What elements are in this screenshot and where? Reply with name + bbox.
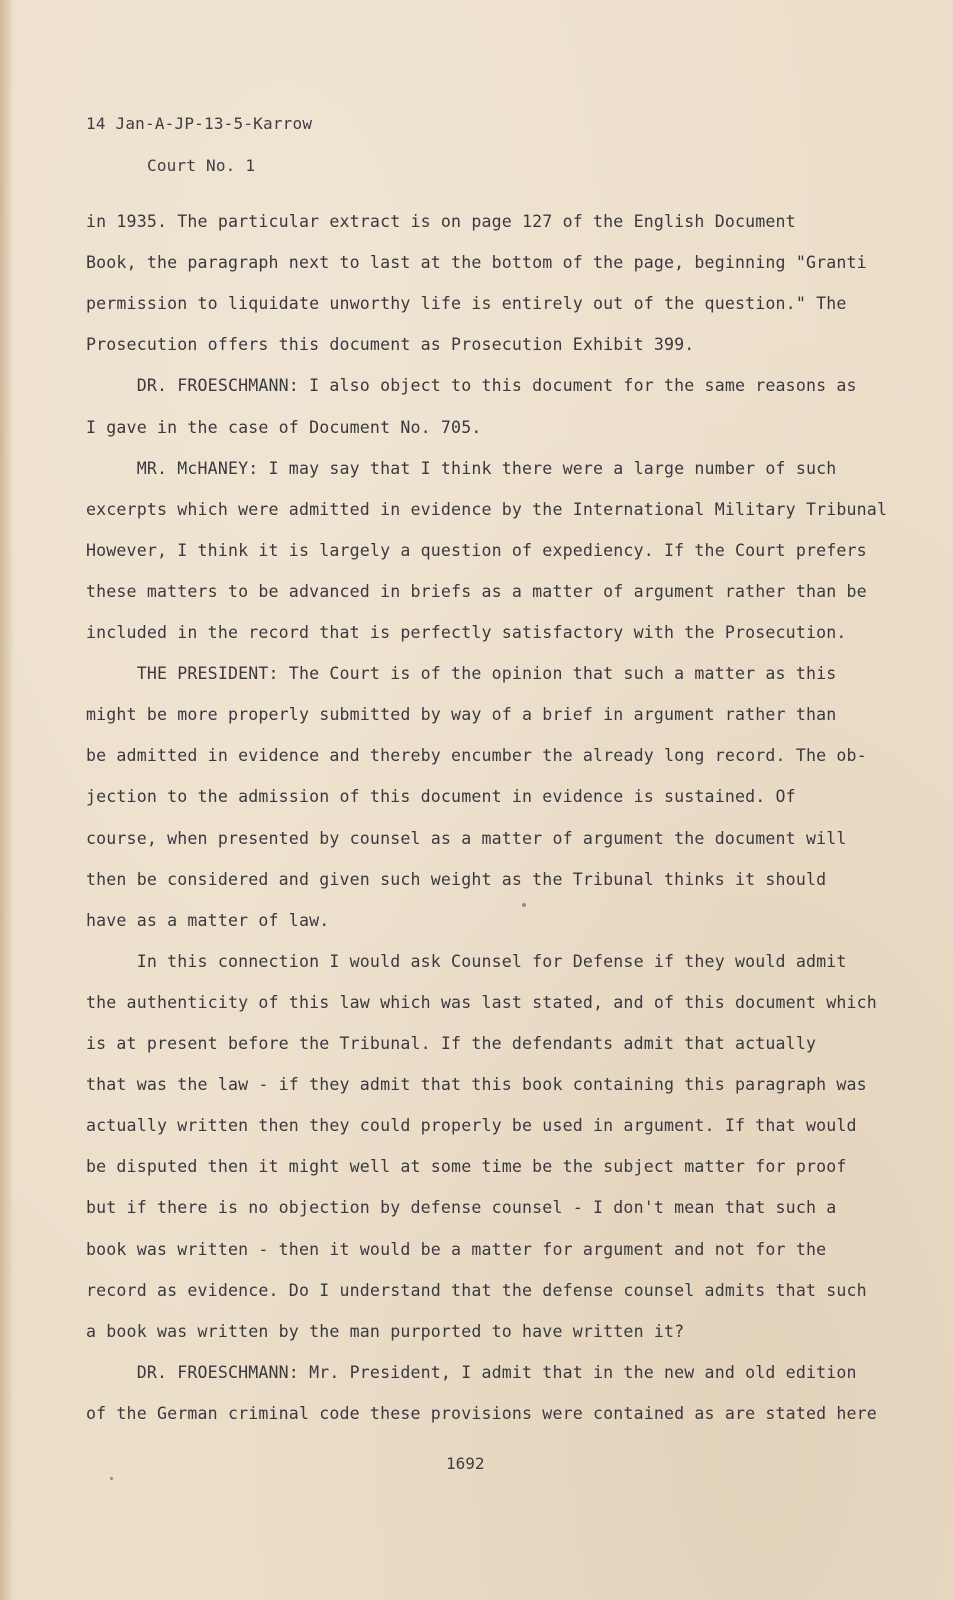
transcript-line: then be considered and given such weight as the Tribunal thinks it should xyxy=(86,869,827,889)
transcript-line: I gave in the case of Document No. 705. xyxy=(86,417,482,437)
transcript-line: the authenticity of this law which was last stated, and of this document which xyxy=(86,992,877,1012)
transcript-line: jection to the admission of this document in evidence is sustained. Of xyxy=(86,787,796,807)
paper-edge xyxy=(0,0,14,1600)
transcript-line: be admitted in evidence and thereby encumber the already long record. The ob- xyxy=(86,746,867,766)
transcript-line: THE PRESIDENT: The Court is of the opinion that such a matter as this xyxy=(86,664,837,684)
transcript-line: Book, the paragraph next to last at the bottom of the page, beginning "Granti xyxy=(86,253,867,273)
transcript-line: book was written - then it would be a matter for argument and not for the xyxy=(86,1239,827,1259)
transcript-line: In this connection I would ask Counsel for Defense if they would admit xyxy=(86,951,847,971)
transcript-line: included in the record that is perfectly satisfactory with the Prosecution. xyxy=(86,623,847,642)
transcript-line: actually written then they could properly be used in argument. If that would xyxy=(86,1116,857,1136)
transcript-line: course, when presented by counsel as a matter of argument the document will xyxy=(86,828,847,848)
transcript-line: Prosecution offers this document as Prosecution Exhibit 399. xyxy=(86,335,695,355)
transcript-line: that was the law - if they admit that this book containing this paragraph was xyxy=(86,1075,867,1095)
paper-speck xyxy=(110,1477,113,1480)
document-id: 14 Jan-A-JP-13-5-Karrow xyxy=(86,114,313,133)
transcript-line: However, I think it is largely a question of expediency. If the Court prefers xyxy=(86,540,867,560)
transcript-line: in 1935. The particular extract is on page 127 of the English Document xyxy=(86,212,796,231)
transcript-line: DR. FROESCHMANN: I also object to this document for the same reasons as xyxy=(86,376,857,396)
transcript-line: a book was written by the man purported to have written it? xyxy=(86,1321,685,1341)
transcript-line: MR. McHANEY: I may say that I think there were a large number of such xyxy=(86,458,837,478)
transcript-line: might be more properly submitted by way of a brief in argument rather than xyxy=(86,705,837,725)
court-number: Court No. 1 xyxy=(147,156,256,175)
transcript-line: these matters to be advanced in briefs as a matter of argument rather than be xyxy=(86,581,867,601)
paper-speck xyxy=(522,903,526,907)
page-number: 1692 xyxy=(446,1454,485,1473)
transcript-line: have as a matter of law. xyxy=(86,910,330,930)
transcript-line: excerpts which were admitted in evidence by the International Military Tribunal xyxy=(86,499,888,519)
transcript-line: is at present before the Tribunal. If the defendants admit that actually xyxy=(86,1034,817,1053)
transcript-line: DR. FROESCHMANN: Mr. President, I admit that in the new and old edition xyxy=(86,1362,857,1382)
transcript-line: of the German criminal code these provisions were contained as are stated here xyxy=(86,1403,877,1423)
transcript-line: record as evidence. Do I understand that the defense counsel admits that such xyxy=(86,1280,867,1300)
transcript-line: but if there is no objection by defense counsel - I don't mean that such a xyxy=(86,1198,837,1218)
transcript-line: be disputed then it might well at some time be the subject matter for proof xyxy=(86,1157,847,1177)
transcript-line: permission to liquidate unworthy life is entirely out of the question." The xyxy=(86,294,847,314)
